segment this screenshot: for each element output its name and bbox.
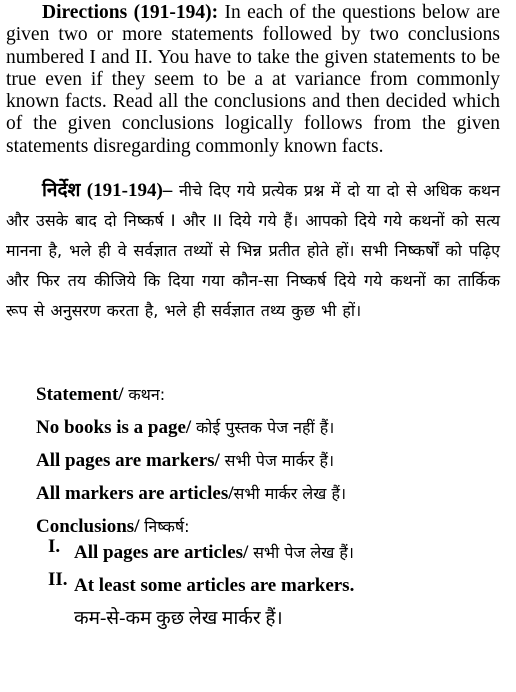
statement-line: All pages are markers/ सभी पेज मार्कर हैं। [36,450,335,471]
conclusion-item: I. All pages are articles/ सभी पेज लेख हैं। [48,536,508,569]
hindi-directions-label: निर्देश (191-194)– [42,180,173,201]
conclusions-list [48,536,508,635]
statement-heading: Statement/ कथन: [36,384,166,405]
statement-line: All markers are articles/सभी मार्कर लेख हैं। [36,483,347,504]
statement-block [36,378,506,543]
directions-english [6,2,500,158]
directions-body: In each of the questions below are given two or more statements followed by two conclusions numbered I and II. You have to take the given statements to be true even if they seem to be a at variance from commonly known facts. Read all the conclusions and then decided which of the given conclusions logically follows from the given statements disregarding commonly known facts. [6,2,501,157]
directions-label: Directions (191-194): [42,2,219,23]
conclusion-number: II. [48,569,68,590]
conclusion-item: II. At least some articles are markers. कम-से-कम कुछ लेख मार्कर हैं। [48,569,508,635]
statement-line: No books is a page/ कोई पुस्तक पेज नहीं हैं। [36,417,335,438]
hindi-directions-body: नीचे दिए गये प्रत्येक प्रश्न में दो या दो से अधिक कथन और उसके बाद दो निष्कर्ष I और II दिये गये हैं। आपको दिये गये कथनों को सत्य मानना है, भले ही वे सर्वज्ञात तथ्यों से भिन्न प्रतीत होते हों। सभी निष्कर्षों को पढ़िए और फिर तय कीजिये कि दिया गया कौन-सा निष्कर्ष दिये गये कथनों का तार्किक रूप से अनुसरण करता है, भले ही सर्वज्ञात तथ्य कुछ भी हों। [6,181,500,320]
conclusion-number: I. [48,536,61,557]
directions-hindi [6,176,500,326]
conclusions-heading: Conclusions/ निष्कर्ष: [36,516,190,537]
